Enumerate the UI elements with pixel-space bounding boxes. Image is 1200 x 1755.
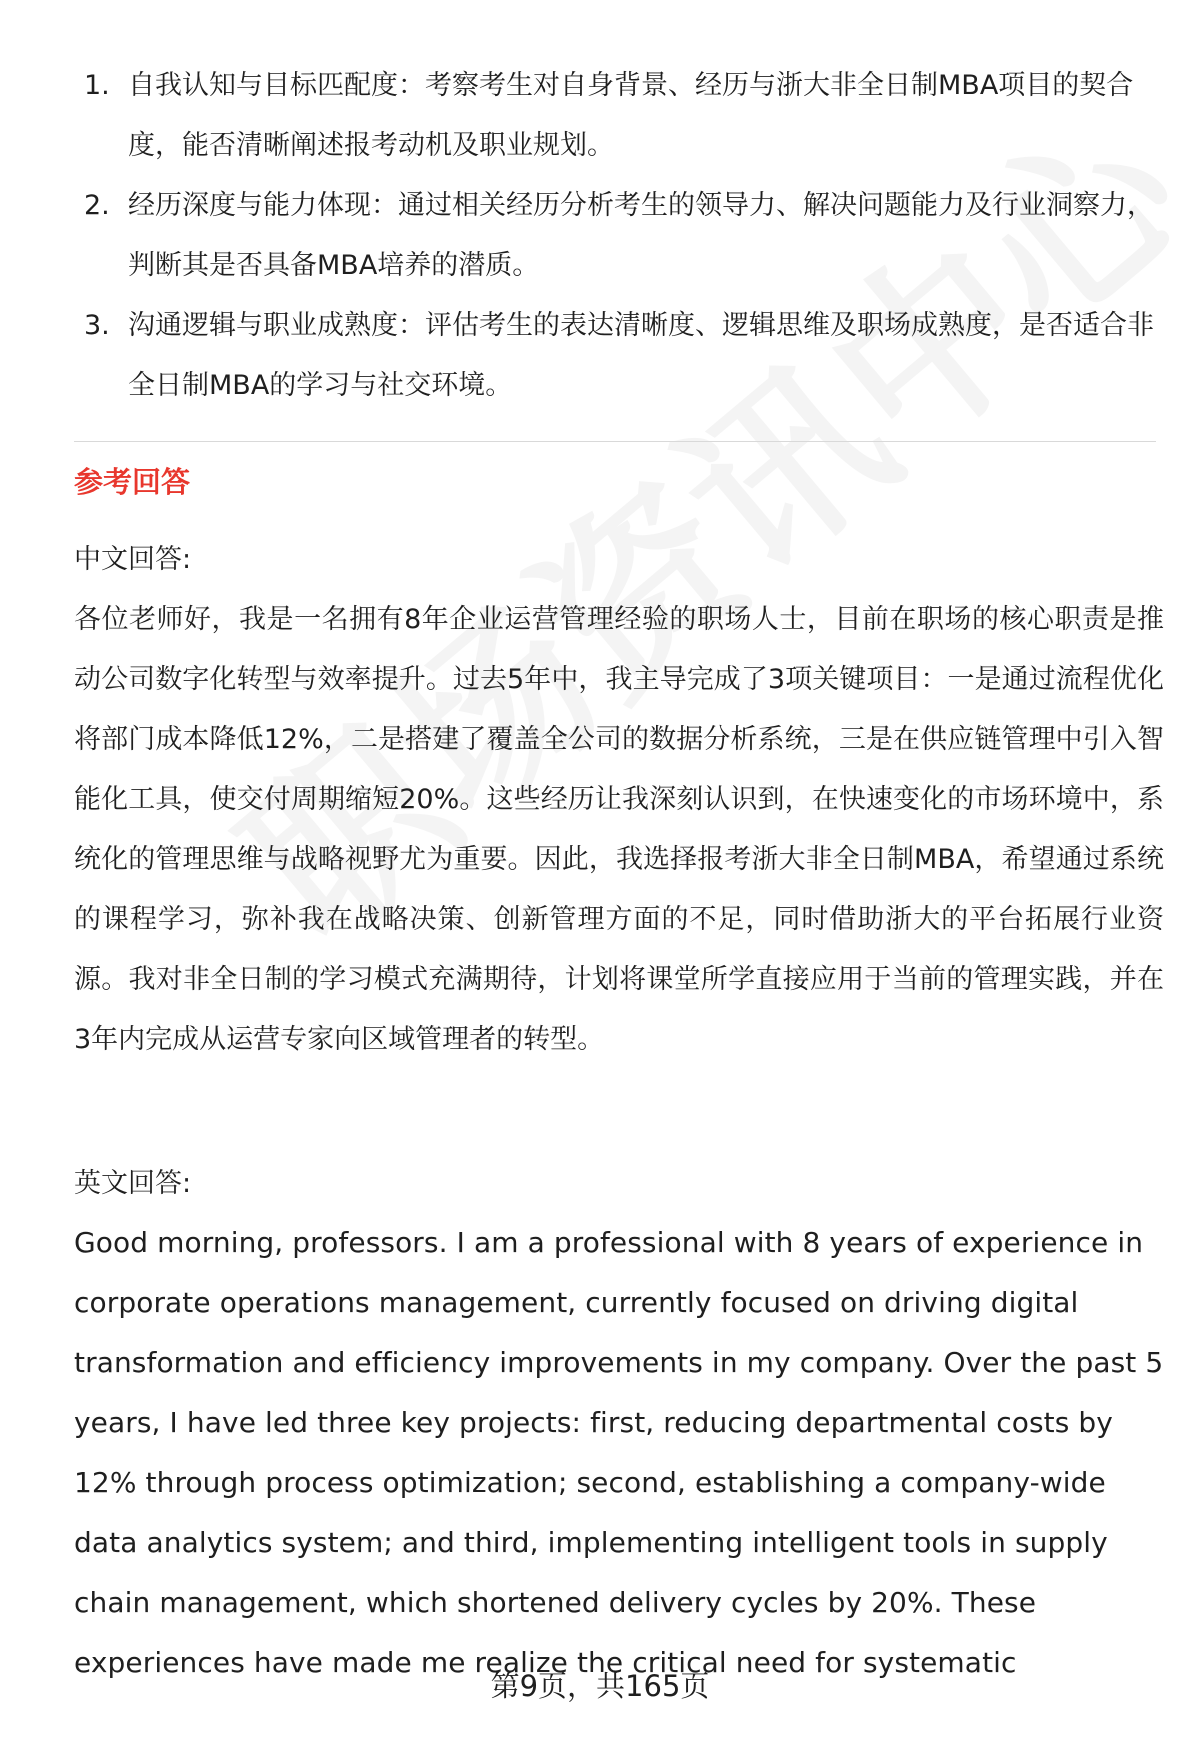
list-item-text: 经历深度与能力体现：通过相关经历分析考生的领导力、解决问题能力及行业洞察力，判断其是否具备MBA培养的潜质。: [128, 190, 1154, 281]
list-item-text: 自我认知与目标匹配度：考察考生对自身背景、经历与浙大非全日制MBA项目的契合度，能否清晰阐述报考动机及职业规划。: [128, 70, 1134, 161]
list-item-number: 3.: [84, 310, 110, 341]
list-item-number: 1.: [84, 70, 110, 101]
reference-answer-heading: 参考回答: [74, 465, 191, 499]
list-item: [74, 296, 1154, 416]
section-divider: [74, 441, 1156, 442]
evaluation-criteria-list: [74, 56, 1154, 416]
english-answer-label: 英文回答:: [74, 1168, 192, 1199]
chinese-answer-text: 各位老师好，我是一名拥有8年企业运营管理经验的职场人士，目前在职场的核心职责是推动公司数字化转型与效率提升。过去5年中，我主导完成了3项关键项目：一是通过流程优化将部门成本降低12%，二是搭建了覆盖全公司的数据分析系统，三是在供应链管理中引入智能化工具，使交付周期缩短20%。这些经历让我深刻认识到，在快速变化的市场环境中，系统化的管理思维与战略视野尤为重要。因此，我选择报考浙大非全日制MBA，希望通过系统的课程学习，弥补我在战略决策、创新管理方面的不足，同时借助浙大的平台拓展行业资源。我对非全日制的学习模式充满期待，计划将课堂所学直接应用于当前的管理实践，并在3年内完成从运营专家向区域管理者的转型。: [74, 604, 1164, 1055]
list-item-number: 2.: [84, 190, 110, 221]
list-item-text: 沟通逻辑与职业成熟度：评估考生的表达清晰度、逻辑思维及职场成熟度，是否适合非全日制MBA的学习与社交环境。: [128, 310, 1154, 401]
english-answer-text: Good morning, professors. I am a professional with 8 years of experience in corporate operations management, currently focused on driving digital transformation and efficiency improvements in my company. Over the past 5 years, I have led three key projects: first, reducing departmental costs by 12% through process optimization; second, establishing a company-wide data analytics system; and third, implementing intelligent tools in supply chain management, which shortened delivery cycles by 20%. These experiences have made me realize the critical need for systematic: [74, 1226, 1164, 1679]
page-number-footer: 第9页，共165页: [490, 1669, 710, 1703]
chinese-answer-label: 中文回答:: [74, 544, 192, 575]
list-item: [74, 56, 1154, 176]
list-item: [74, 176, 1154, 296]
